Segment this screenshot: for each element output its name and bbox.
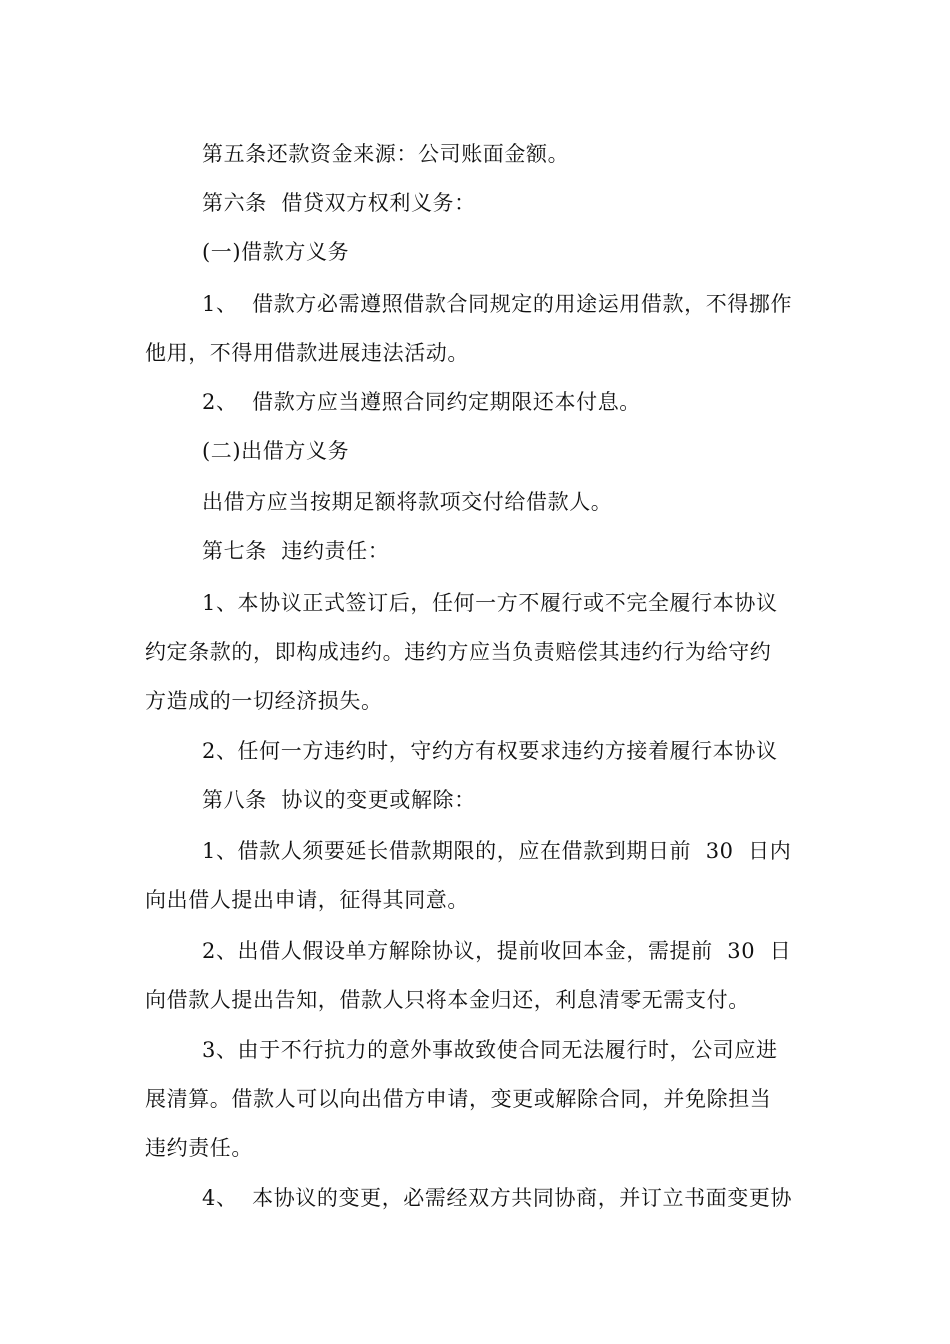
- change-1-line-1: 1、借款人须要延长借款期限的，应在借款到期日前 30 日内: [202, 839, 792, 863]
- borrower-duty-2: 2、 借款方应当遵照合同约定期限还本付息。: [202, 390, 641, 414]
- liability-2: 2、任何一方违约时，守约方有权要求违约方接着履行本协议: [202, 739, 778, 763]
- article-5-text: 第五条还款资金来源：公司账面金额。: [202, 142, 570, 166]
- change-3-line-3: 违约责任。: [145, 1136, 253, 1160]
- liability-1-line-2: 约定条款的，即构成违约。违约方应当负责赔偿其违约行为给守约: [145, 640, 772, 664]
- change-3-line-2: 展清算。借款人可以向出借方申请，变更或解除合同，并免除担当: [145, 1087, 772, 1111]
- change-2-line-2: 向借款人提出告知，借款人只将本金归还，利息清零无需支付。: [145, 988, 750, 1012]
- article-8-heading: 第八条 协议的变更或解除：: [202, 788, 476, 812]
- borrower-duty-1-line-1: 1、 借款方必需遵照借款合同规定的用途运用借款，不得挪作: [202, 292, 793, 316]
- section-borrower-duties-heading: (一)借款方义务: [202, 240, 350, 264]
- article-7-heading: 第七条 违约责任：: [202, 539, 390, 563]
- section-lender-duties-heading: (二)出借方义务: [202, 439, 350, 463]
- lender-duty-text: 出借方应当按期足额将款项交付给借款人。: [202, 490, 613, 514]
- change-1-line-2: 向出借人提出申请，征得其同意。: [145, 888, 469, 912]
- borrower-duty-1-line-2: 他用，不得用借款进展违法活动。: [145, 341, 469, 365]
- change-3-line-1: 3、由于不行抗力的意外事故致使合同无法履行时，公司应进: [202, 1038, 778, 1062]
- change-4-line-1: 4、 本协议的变更，必需经双方共同协商，并订立书面变更协: [202, 1186, 793, 1210]
- liability-1-line-1: 1、本协议正式签订后，任何一方不履行或不完全履行本协议: [202, 591, 778, 615]
- liability-1-line-3: 方造成的一切经济损失。: [145, 689, 383, 713]
- change-2-line-1: 2、出借人假设单方解除协议，提前收回本金，需提前 30 日: [202, 939, 792, 963]
- article-6-heading: 第六条 借贷双方权利义务：: [202, 191, 476, 215]
